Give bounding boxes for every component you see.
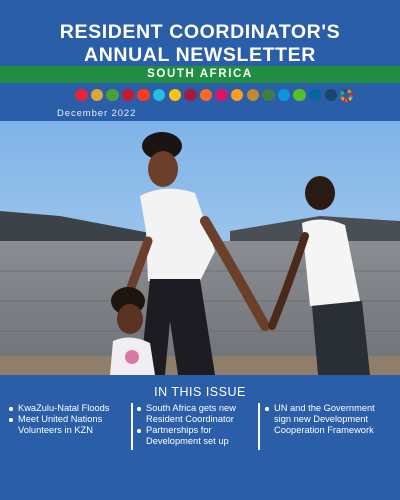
column-divider	[131, 403, 133, 450]
issue-item: UN and the Government sign new Development Cooperation Framework	[264, 403, 394, 436]
issue-date: December 2022	[57, 108, 137, 119]
issue-item: KwaZulu-Natal Floods	[8, 403, 133, 414]
sdg-dot	[200, 89, 213, 102]
sdg-dot	[325, 89, 338, 102]
sdg-dot	[215, 89, 228, 102]
sdg-dot	[106, 89, 119, 102]
issue-column-3	[264, 403, 394, 436]
sdg-dots	[75, 88, 353, 102]
issue-item: Partnerships for Development set up	[136, 425, 261, 447]
cover-photo-illustration	[0, 121, 400, 375]
title-line-2: ANNUAL NEWSLETTER	[84, 44, 316, 66]
column-divider	[258, 403, 260, 450]
issue-item: South Africa gets new Resident Coordinator	[136, 403, 261, 425]
sdg-dot	[262, 89, 275, 102]
sdg-wheel-icon	[340, 89, 353, 102]
sdg-dot	[75, 89, 88, 102]
title-line-1: RESIDENT COORDINATOR'S	[59, 21, 341, 43]
in-this-issue-heading: IN THIS ISSUE	[154, 385, 246, 399]
sdg-dot	[309, 89, 322, 102]
newsletter-title	[0, 21, 400, 67]
issue-item: Meet United Nations Volunteers in KZN	[8, 414, 133, 436]
sdg-dot	[278, 89, 291, 102]
sdg-dot	[137, 89, 150, 102]
issue-column-1	[8, 403, 133, 436]
cover-photo	[0, 121, 400, 375]
country-band	[0, 66, 400, 83]
issue-column-2	[136, 403, 261, 447]
sdg-dot	[293, 89, 306, 102]
sdg-dot	[153, 89, 166, 102]
sdg-dot	[91, 89, 104, 102]
sdg-dot	[247, 89, 260, 102]
sdg-dot	[122, 89, 135, 102]
sdg-dot	[184, 89, 197, 102]
sdg-dot	[169, 89, 182, 102]
sdg-dot	[231, 89, 244, 102]
country-label: SOUTH AFRICA	[147, 68, 253, 80]
